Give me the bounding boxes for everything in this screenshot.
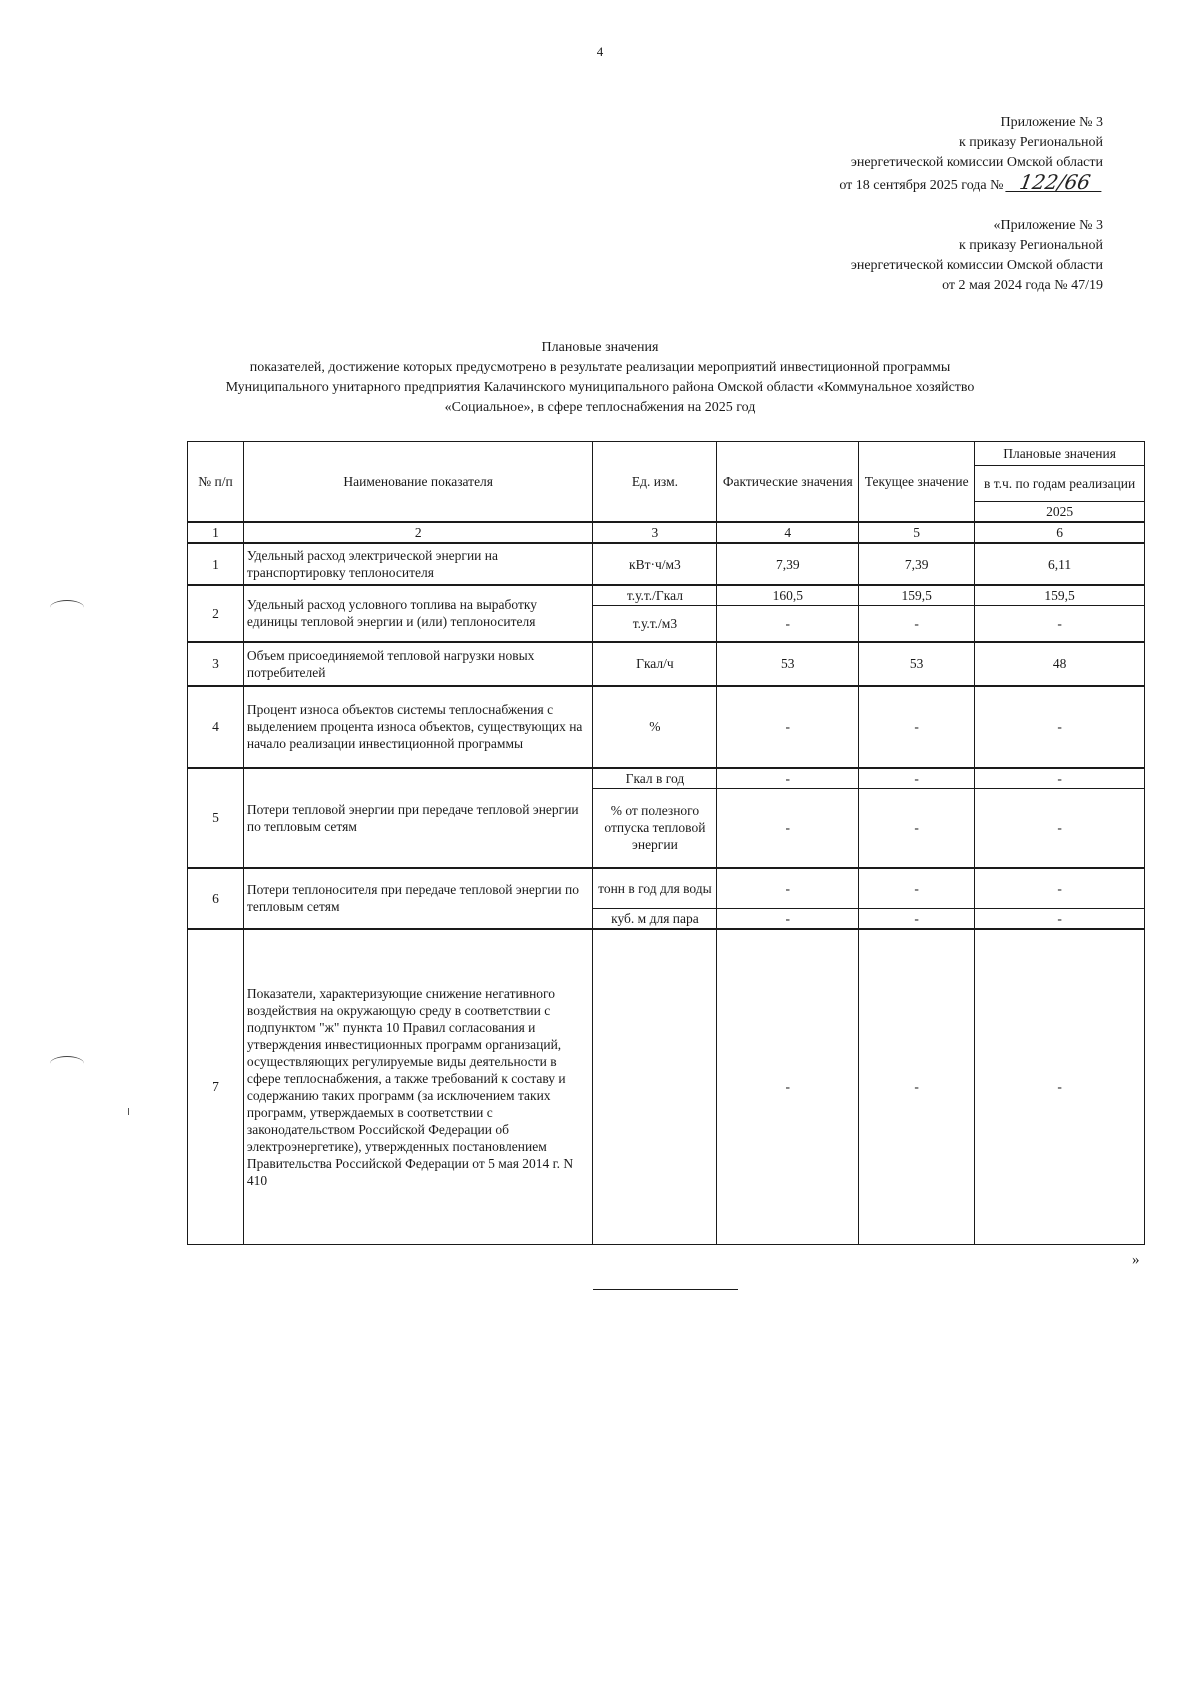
row-number: 6 <box>188 868 244 929</box>
actual-value: 160,5 <box>717 585 859 606</box>
current-value: 7,39 <box>859 543 975 585</box>
plan-value: - <box>975 929 1145 1245</box>
unit-cell: т.у.т./Гкал <box>593 585 717 606</box>
bottom-divider <box>593 1289 738 1290</box>
unit-cell: т.у.т./м3 <box>593 606 717 642</box>
current-value: - <box>859 908 975 929</box>
unit-cell: кВт·ч/м3 <box>593 543 717 585</box>
row-number: 3 <box>188 642 244 686</box>
row-number: 7 <box>188 929 244 1245</box>
title-line: Плановые значения <box>541 340 659 355</box>
appendix-header-new <box>839 113 1103 196</box>
plan-value: - <box>975 908 1145 929</box>
current-value: - <box>859 768 975 789</box>
appendix-header-old <box>851 216 1103 296</box>
table-row <box>188 585 1145 606</box>
margin-scan-mark <box>50 1056 84 1071</box>
actual-value: - <box>717 606 859 642</box>
closing-quote: » <box>1132 1252 1140 1268</box>
title-line: «Социальное», в сфере теплоснабжения на 2025 год <box>444 400 756 415</box>
current-value: - <box>859 686 975 768</box>
column-number: 4 <box>717 522 859 543</box>
current-value: 53 <box>859 642 975 686</box>
plan-value: 159,5 <box>975 585 1145 606</box>
indicator-name: Процент износа объектов системы теплоснабжения с выделением процента износа объектов, существующих на начало реализации инвестиционной программы <box>243 686 593 768</box>
unit-cell: Гкал в год <box>593 768 717 789</box>
appendix-line: к приказу Региональной <box>958 238 1103 253</box>
header-current: Текущее значение <box>859 442 975 523</box>
header-planned-sub: в т.ч. по годам реализации <box>975 466 1145 502</box>
margin-scan-mark <box>128 1108 129 1115</box>
current-value: - <box>859 788 975 868</box>
header-year: 2025 <box>975 502 1145 523</box>
table-row <box>188 543 1145 585</box>
appendix-line: энергетической комиссии Омской области <box>850 155 1103 170</box>
title-line: Муниципального унитарного предприятия Калачинского муниципального района Омской области «Коммунальное хозяйство <box>225 380 975 395</box>
row-number: 2 <box>188 585 244 642</box>
unit-cell: Гкал/ч <box>593 642 717 686</box>
table-row <box>188 929 1145 1245</box>
indicator-name: Удельный расход электрической энергии на транспортировку теплоносителя <box>243 543 593 585</box>
plan-value: - <box>975 768 1145 789</box>
current-value: - <box>859 868 975 908</box>
header-planned: Плановые значения <box>975 442 1145 466</box>
appendix-line: Приложение № 3 <box>1000 115 1103 130</box>
header-unit: Ед. изм. <box>593 442 717 523</box>
actual-value: 53 <box>717 642 859 686</box>
column-number: 6 <box>975 522 1145 543</box>
handwritten-order-number: 122/66 <box>1005 173 1104 192</box>
column-number: 1 <box>188 522 244 543</box>
actual-value: - <box>717 788 859 868</box>
unit-cell: куб. м для пара <box>593 908 717 929</box>
document-title <box>0 338 1200 418</box>
plan-value: - <box>975 868 1145 908</box>
header-actual: Фактические значения <box>717 442 859 523</box>
appendix-date-line <box>839 170 1103 196</box>
unit-cell: % от полезного отпуска тепловой энергии <box>593 788 717 868</box>
table-row <box>188 768 1145 789</box>
actual-value: - <box>717 686 859 768</box>
unit-cell: % <box>593 686 717 768</box>
actual-value: - <box>717 908 859 929</box>
row-number: 4 <box>188 686 244 768</box>
current-value: 159,5 <box>859 585 975 606</box>
margin-scan-mark <box>50 600 84 615</box>
title-line: показателей, достижение которых предусмотрено в результате реализации мероприятий инвестиционной программы <box>249 360 951 375</box>
table-row <box>188 686 1145 768</box>
plan-value: - <box>975 606 1145 642</box>
appendix-line: к приказу Региональной <box>958 135 1103 150</box>
indicator-name: Показатели, характеризующие снижение негативного воздействия на окружающую среду в соответствии с подпунктом "ж" пункта 10 Правил согласования и утверждения инвестиционных программ организаций, осуществляющих регулируемые виды деятельности в сфере теплоснабжения, а также требований к составу и содержанию таких программ (за исключением таких программ, утверждаемых в соответствии с законодательством Российской Федерации об электроэнергетике), утвержденных постановлением Правительства Российской Федерации от 5 мая 2014 г. N 410 <box>243 929 593 1245</box>
indicator-name: Потери тепловой энергии при передаче тепловой энергии по тепловым сетям <box>243 768 593 869</box>
appendix-line: от 2 мая 2024 года № 47/19 <box>942 278 1103 293</box>
unit-cell <box>593 929 717 1245</box>
actual-value: - <box>717 929 859 1245</box>
page-number: 4 <box>596 44 604 59</box>
actual-value: - <box>717 768 859 789</box>
column-number: 5 <box>859 522 975 543</box>
header-name: Наименование показателя <box>243 442 593 523</box>
current-value: - <box>859 929 975 1245</box>
row-number: 1 <box>188 543 244 585</box>
column-number: 3 <box>593 522 717 543</box>
table-row <box>188 642 1145 686</box>
column-number: 2 <box>243 522 593 543</box>
indicator-name: Удельный расход условного топлива на выработку единицы тепловой энергии и (или) теплоносителя <box>243 585 593 642</box>
indicators-table <box>187 441 1145 1245</box>
plan-value: - <box>975 788 1145 868</box>
indicator-name: Объем присоединяемой тепловой нагрузки новых потребителей <box>243 642 593 686</box>
indicator-name: Потери теплоносителя при передаче тепловой энергии по тепловым сетям <box>243 868 593 929</box>
actual-value: - <box>717 868 859 908</box>
appendix-date-text: от 18 сентября 2025 года № <box>839 178 1004 193</box>
header-num: № п/п <box>188 442 244 523</box>
appendix-line: энергетической комиссии Омской области <box>850 258 1103 273</box>
actual-value: 7,39 <box>717 543 859 585</box>
current-value: - <box>859 606 975 642</box>
table-row <box>188 868 1145 908</box>
row-number: 5 <box>188 768 244 869</box>
plan-value: 6,11 <box>975 543 1145 585</box>
unit-cell: тонн в год для воды <box>593 868 717 908</box>
appendix-line: «Приложение № 3 <box>993 218 1103 233</box>
plan-value: 48 <box>975 642 1145 686</box>
plan-value: - <box>975 686 1145 768</box>
